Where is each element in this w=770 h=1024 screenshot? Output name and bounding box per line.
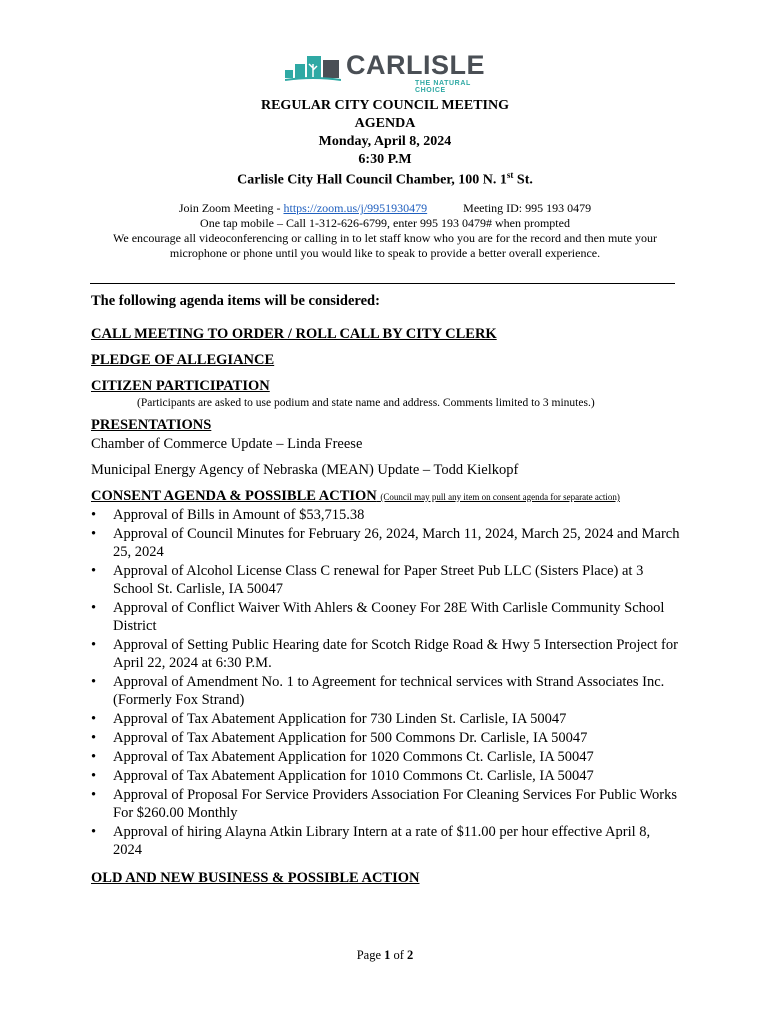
bullet-icon: •: [91, 824, 97, 840]
bullet-icon: •: [91, 563, 97, 579]
logo-wordmark: CARLISLE: [346, 50, 485, 80]
list-item: [91, 506, 681, 524]
location-text: Carlisle City Hall Council Chamber, 100 N. 1: [237, 172, 507, 188]
bullet-icon: •: [91, 768, 97, 784]
divider-line: [90, 283, 675, 284]
page-current: 1: [384, 948, 391, 962]
consent-item-text: Approval of Council Minutes for February 26, 2024, March 11, 2024, March 25, 2024 and March 25, 2024: [113, 526, 680, 560]
bullet-icon: •: [91, 730, 97, 746]
zoom-one-tap: One tap mobile – Call 1-312-626-6799, enter 995 193 0479# when prompted: [200, 216, 570, 230]
bullet-icon: •: [91, 600, 97, 616]
section-call-to-order: CALL MEETING TO ORDER / ROLL CALL BY CITY CLERK: [91, 326, 497, 342]
presentation-item: Municipal Energy Agency of Nebraska (MEAN) Update – Todd Kielkopf: [91, 462, 519, 478]
consent-items-list: [91, 506, 681, 860]
consent-item-text: Approval of Amendment No. 1 to Agreement for technical services with Strand Associates Inc. (Formerly Fox Strand): [113, 674, 665, 708]
citizen-participation-note: (Participants are asked to use podium and state name and address. Comments limited to 3 minutes.): [137, 397, 595, 409]
consent-item-text: Approval of Tax Abatement Application for 500 Commons Dr. Carlisle, IA 50047: [113, 730, 588, 746]
location-street: St.: [513, 172, 533, 188]
section-old-new-business: OLD AND NEW BUSINESS & POSSIBLE ACTION: [91, 870, 420, 886]
agenda-title: AGENDA: [354, 116, 416, 131]
consent-item-text: Approval of Setting Public Hearing date for Scotch Ridge Road & Hwy 5 Intersection Project for April 22, 2024 at 6:30 P.M.: [113, 637, 678, 671]
bullet-icon: •: [91, 749, 97, 765]
zoom-meeting-link[interactable]: https://zoom.us/j/9951930479: [283, 201, 428, 215]
consent-item-text: Approval of Tax Abatement Application for 730 Linden St. Carlisle, IA 50047: [113, 711, 567, 727]
section-consent-agenda: [91, 488, 620, 505]
list-item: [91, 710, 681, 728]
consent-item-text: Approval of Proposal For Service Providers Association For Cleaning Services For Public Works For $260.00 Monthly: [113, 787, 678, 821]
zoom-join-label: Join Zoom Meeting -: [178, 201, 284, 215]
list-item: [91, 562, 681, 598]
presentation-item: Chamber of Commerce Update – Linda Freese: [91, 436, 363, 452]
bullet-icon: •: [91, 507, 97, 523]
consent-item-text: Approval of hiring Alayna Atkin Library Intern at a rate of $11.00 per hour effective April 8, 2024: [113, 824, 651, 858]
list-item: [91, 767, 681, 785]
page-of-word: of: [390, 948, 408, 962]
section-presentations: PRESENTATIONS: [91, 417, 212, 433]
list-item: [91, 673, 681, 709]
location-ordinal: st: [506, 170, 514, 180]
list-item: [91, 823, 681, 859]
consent-item-text: Approval of Bills in Amount of $53,715.38: [113, 507, 365, 523]
bullet-icon: •: [91, 674, 97, 690]
agenda-intro: The following agenda items will be considered:: [91, 293, 380, 309]
list-item: [91, 729, 681, 747]
section-pledge: PLEDGE OF ALLEGIANCE: [91, 352, 275, 368]
consent-item-text: Approval of Alcohol License Class C renewal for Paper Street Pub LLC (Sisters Place) at 3 School St. Carlisle, IA 50047: [113, 563, 644, 597]
section-citizen-participation: CITIZEN PARTICIPATION: [91, 378, 270, 394]
consent-item-text: Approval of Conflict Waiver With Ahlers & Cooney For 28E With Carlisle Community School District: [113, 600, 665, 634]
consent-agenda-note: (Council may pull any item on consent agenda for separate action): [380, 492, 620, 502]
carlisle-logo: [285, 50, 495, 94]
logo-mark-icon: [285, 54, 341, 84]
meeting-type-title: REGULAR CITY COUNCIL MEETING: [260, 98, 509, 113]
list-item: [91, 748, 681, 766]
list-item: [91, 599, 681, 635]
bullet-icon: •: [91, 526, 97, 542]
zoom-encourage-line-2: microphone or phone until you would like to speak to provide a better overall experience.: [169, 246, 601, 260]
bullet-icon: •: [91, 787, 97, 803]
list-item: [91, 786, 681, 822]
meeting-time: 6:30 P.M: [358, 152, 412, 167]
page-word: Page: [356, 948, 385, 962]
zoom-join-line: [0, 201, 770, 216]
bullet-icon: •: [91, 637, 97, 653]
consent-agenda-heading: CONSENT AGENDA & POSSIBLE ACTION: [91, 488, 377, 504]
list-item: [91, 636, 681, 672]
consent-item-text: Approval of Tax Abatement Application for 1020 Commons Ct. Carlisle, IA 50047: [113, 749, 594, 765]
meeting-location: [0, 170, 770, 189]
zoom-encourage-line-1: We encourage all videoconferencing or calling in to let staff know who you are for the record and then mute your: [113, 231, 657, 245]
meeting-date: Monday, April 8, 2024: [318, 134, 452, 149]
page-total: 2: [407, 948, 414, 962]
page-number: [0, 948, 770, 963]
zoom-meeting-id: Meeting ID: 995 193 0479: [463, 201, 592, 215]
list-item: [91, 525, 681, 561]
consent-item-text: Approval of Tax Abatement Application for 1010 Commons Ct. Carlisle, IA 50047: [113, 768, 594, 784]
logo-tagline: THE NATURAL CHOICE: [415, 80, 471, 94]
bullet-icon: •: [91, 711, 97, 727]
